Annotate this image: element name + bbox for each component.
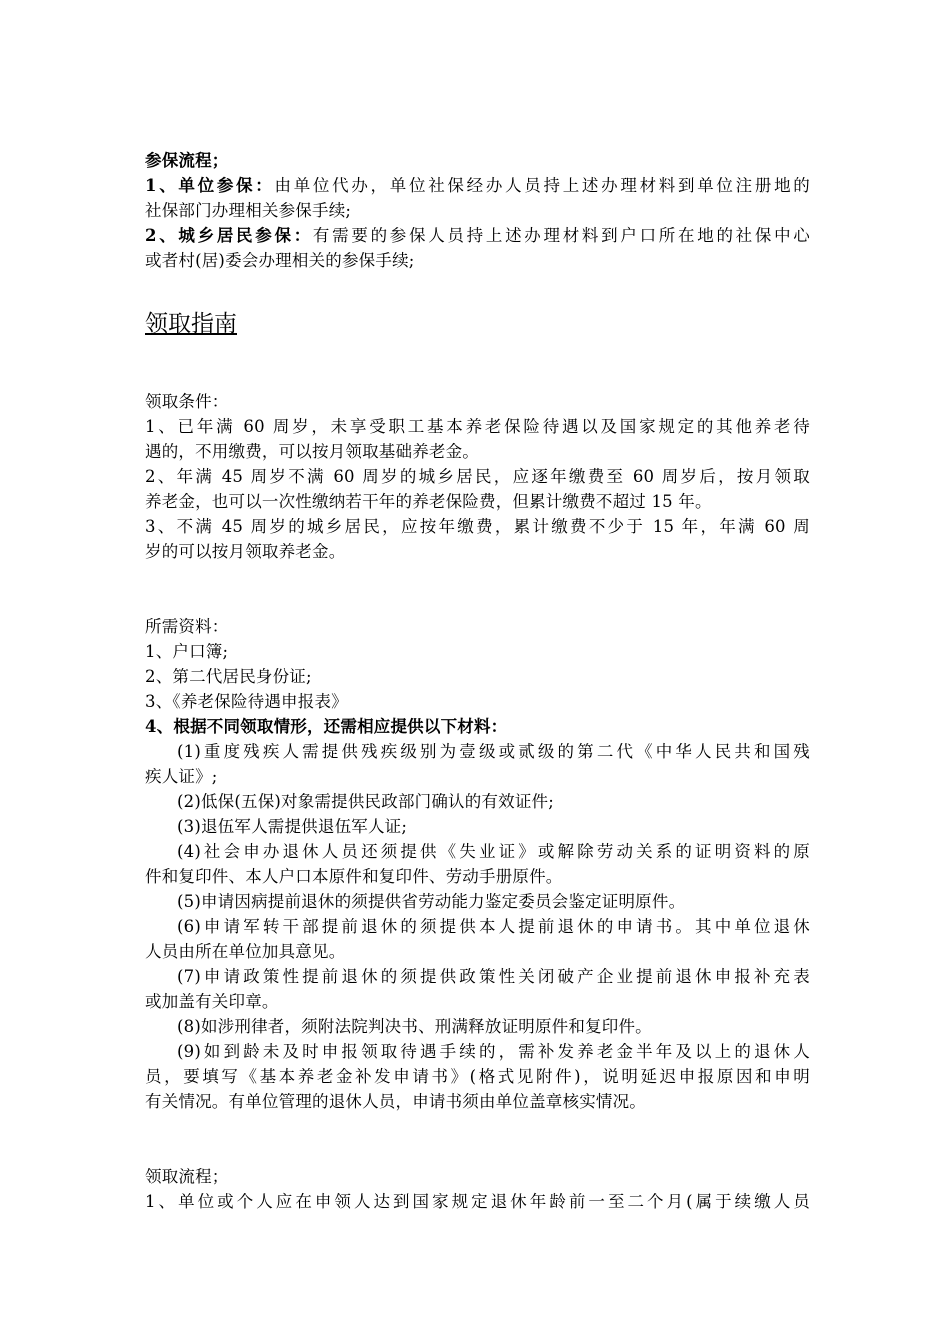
claim-process-item-1: 1、单位或个人应在申领人达到国家规定退休年龄前一至二个月(属于续缴人员 <box>145 1192 810 1211</box>
heading-claim-guide: 领取指南 <box>145 311 237 337</box>
condition-line: 1、已年满 60 周岁，未享受职工基本养老保险待遇以及国家规定的其他养老待 <box>145 417 810 436</box>
enrollment-item-1-cont: 社保部门办理相关参保手续; <box>145 201 352 220</box>
enrollment-item-1-text: 由单位代办，单位社保经办人员持上述办理材料到单位注册地的 <box>274 176 810 195</box>
enrollment-item-1 <box>145 173 810 198</box>
sub-item-9-cont: 有关情况。有单位管理的退休人员，申请书须由单位盖章核实情况。 <box>145 1092 646 1111</box>
sub-item-3: (3)退伍军人需提供退伍军人证; <box>177 817 408 836</box>
document-item: 1、户口簿; <box>145 642 229 661</box>
section-title-required-documents: 所需资料： <box>145 617 229 636</box>
section-title-claim-conditions: 领取条件： <box>145 392 229 411</box>
sub-item-1: (1)重度残疾人需提供残疾级别为壹级或贰级的第二代《中华人民共和国残 <box>177 742 810 761</box>
section-title-enrollment-process: 参保流程； <box>145 151 229 170</box>
document-item: 2、第二代居民身份证; <box>145 667 312 686</box>
sub-item-7: (7)申请政策性提前退休的须提供政策性关闭破产企业提前退休申报补充表 <box>177 967 810 986</box>
section-title-claim-process: 领取流程； <box>145 1167 229 1186</box>
sub-item-8: (8)如涉刑律者，须附法院判决书、刑满释放证明原件和复印件。 <box>177 1017 652 1036</box>
sub-item-4: (4)社会申办退休人员还须提供《失业证》或解除劳动关系的证明资料的原 <box>177 842 810 861</box>
condition-line: 养老金，也可以一次性缴纳若干年的养老保险费，但累计缴费不超过 15 年。 <box>145 492 712 511</box>
condition-line: 3、不满 45 周岁的城乡居民，应按年缴费，累计缴费不少于 15 年，年满 60 周 <box>145 517 810 536</box>
document-item-additional: 4、根据不同领取情形，还需相应提供以下材料： <box>145 717 508 736</box>
sub-item-6: (6)申请军转干部提前退休的须提供本人提前退休的申请书。其中单位退休 <box>177 917 810 936</box>
sub-item-5: (5)申请因病提前退休的须提供省劳动能力鉴定委员会鉴定证明原件。 <box>177 892 686 911</box>
sub-item-9-cont: 员，要填写《基本养老金补发申请书》(格式见附件)，说明延迟申报原因和申明 <box>145 1067 810 1086</box>
sub-item-2: (2)低保(五保)对象需提供民政部门确认的有效证件; <box>177 792 555 811</box>
enrollment-item-1-label: 1、单位参保： <box>145 176 275 195</box>
condition-line: 2、年满 45 周岁不满 60 周岁的城乡居民，应逐年缴费至 60 周岁后，按月领取 <box>145 467 810 486</box>
document-body <box>145 148 810 1214</box>
sub-item-9: (9)如到龄未及时申报领取待遇手续的，需补发养老金半年及以上的退休人 <box>177 1042 810 1061</box>
enrollment-item-2-label: 2、城乡居民参保： <box>145 226 313 245</box>
sub-item-1-cont: 疾人证》; <box>145 767 218 786</box>
condition-line: 遇的，不用缴费，可以按月领取基础养老金。 <box>145 442 479 461</box>
sub-item-4-cont: 件和复印件、本人户口本原件和复印件、劳动手册原件。 <box>145 867 563 886</box>
sub-item-6-cont: 人员由所在单位加具意见。 <box>145 942 346 961</box>
enrollment-item-2 <box>145 223 810 248</box>
enrollment-item-2-cont: 或者村(居)委会办理相关的参保手续; <box>145 251 415 270</box>
sub-item-7-cont: 或加盖有关印章。 <box>145 992 279 1011</box>
condition-line: 岁的可以按月领取养老金。 <box>145 542 346 561</box>
enrollment-item-2-text: 有需要的参保人员持上述办理材料到户口所在地的社保中心 <box>312 226 811 245</box>
document-item: 3、《养老保险待遇申报表》 <box>145 692 348 711</box>
